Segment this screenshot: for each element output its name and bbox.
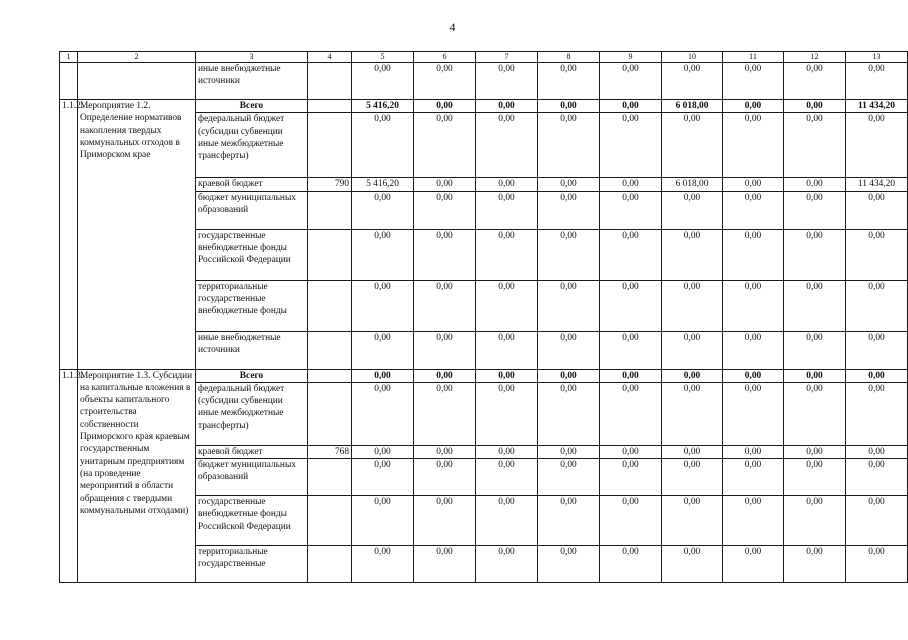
amount-cell: 0,00 bbox=[723, 280, 784, 331]
amount-cell: 0,00 bbox=[538, 229, 600, 280]
amount-cell: 0,00 bbox=[846, 496, 908, 546]
amount-cell: 0,00 bbox=[538, 459, 600, 496]
amount-cell: 0,00 bbox=[723, 445, 784, 458]
amount-cell: 0,00 bbox=[662, 369, 723, 382]
column-number: 12 bbox=[784, 52, 846, 63]
budget-code-cell bbox=[308, 459, 352, 496]
amount-cell: 0,00 bbox=[662, 331, 723, 369]
budget-table bbox=[59, 51, 908, 583]
amount-cell: 0,00 bbox=[662, 191, 723, 229]
amount-cell: 0,00 bbox=[414, 445, 476, 458]
amount-cell: 0,00 bbox=[476, 191, 538, 229]
amount-cell: 0,00 bbox=[476, 546, 538, 583]
amount-cell: 0,00 bbox=[784, 546, 846, 583]
amount-cell: 0,00 bbox=[538, 382, 600, 445]
amount-cell: 0,00 bbox=[538, 546, 600, 583]
column-number: 4 bbox=[308, 52, 352, 63]
amount-cell: 0,00 bbox=[662, 113, 723, 178]
amount-cell: 0,00 bbox=[600, 113, 662, 178]
column-number: 13 bbox=[846, 52, 908, 63]
amount-cell: 0,00 bbox=[846, 445, 908, 458]
page-number: 4 bbox=[449, 20, 456, 34]
column-number: 1 bbox=[60, 52, 78, 63]
amount-cell: 0,00 bbox=[414, 369, 476, 382]
amount-cell: 0,00 bbox=[723, 546, 784, 583]
amount-cell: 0,00 bbox=[414, 178, 476, 191]
amount-cell: 0,00 bbox=[846, 280, 908, 331]
amount-cell: 0,00 bbox=[723, 369, 784, 382]
column-number: 7 bbox=[476, 52, 538, 63]
amount-cell: 11 434,20 bbox=[846, 178, 908, 191]
amount-cell: 6 018,00 bbox=[662, 100, 723, 113]
amount-cell: 0,00 bbox=[723, 100, 784, 113]
funding-source-cell: территориальные государственные bbox=[196, 546, 308, 583]
table-row-total bbox=[60, 369, 908, 382]
amount-cell: 0,00 bbox=[538, 100, 600, 113]
amount-cell: 0,00 bbox=[476, 229, 538, 280]
amount-cell: 0,00 bbox=[600, 496, 662, 546]
amount-cell: 0,00 bbox=[723, 496, 784, 546]
budget-code-cell bbox=[308, 63, 352, 100]
budget-code-cell bbox=[308, 496, 352, 546]
amount-cell: 0,00 bbox=[662, 280, 723, 331]
amount-cell: 0,00 bbox=[723, 113, 784, 178]
event-name-cell: Мероприятие 1.3. Субсидии на капитальные вложения в объекты капитального строительства собственности Приморского края краевым государственным унитарным предприятиям (на проведение мероприятий в области обращения с твердыми коммунальными отходами) bbox=[78, 369, 196, 583]
amount-cell: 0,00 bbox=[352, 280, 414, 331]
funding-source-cell: государственные внебюджетные фонды Российской Федерации bbox=[196, 229, 308, 280]
amount-cell: 0,00 bbox=[723, 229, 784, 280]
amount-cell: 0,00 bbox=[600, 178, 662, 191]
funding-source-cell: бюджет муниципальных образований bbox=[196, 459, 308, 496]
amount-cell: 0,00 bbox=[662, 496, 723, 546]
amount-cell: 0,00 bbox=[846, 546, 908, 583]
amount-cell: 0,00 bbox=[476, 369, 538, 382]
amount-cell: 0,00 bbox=[723, 382, 784, 445]
amount-cell: 0,00 bbox=[846, 382, 908, 445]
amount-cell: 0,00 bbox=[600, 546, 662, 583]
budget-code-cell bbox=[308, 369, 352, 382]
amount-cell: 0,00 bbox=[352, 229, 414, 280]
amount-cell: 0,00 bbox=[784, 496, 846, 546]
amount-cell: 0,00 bbox=[846, 369, 908, 382]
amount-cell: 11 434,20 bbox=[846, 100, 908, 113]
funding-source-cell: краевой бюджет bbox=[196, 178, 308, 191]
funding-source-cell: федеральный бюджет (субсидии субвенции иные межбюджетные трансферты) bbox=[196, 382, 308, 445]
funding-source-cell: иные внебюджетные источники bbox=[196, 63, 308, 100]
amount-cell: 0,00 bbox=[600, 331, 662, 369]
amount-cell: 0,00 bbox=[784, 459, 846, 496]
amount-cell: 0,00 bbox=[846, 459, 908, 496]
amount-cell: 0,00 bbox=[414, 280, 476, 331]
amount-cell: 0,00 bbox=[414, 113, 476, 178]
amount-cell: 0,00 bbox=[600, 229, 662, 280]
amount-cell: 0,00 bbox=[662, 546, 723, 583]
amount-cell: 0,00 bbox=[538, 331, 600, 369]
amount-cell: 0,00 bbox=[352, 546, 414, 583]
funding-source-cell: иные внебюджетные источники bbox=[196, 331, 308, 369]
amount-cell: 0,00 bbox=[352, 369, 414, 382]
amount-cell: 0,00 bbox=[846, 113, 908, 178]
amount-cell: 0,00 bbox=[414, 191, 476, 229]
amount-cell: 0,00 bbox=[352, 445, 414, 458]
amount-cell: 0,00 bbox=[476, 100, 538, 113]
budget-code-cell bbox=[308, 100, 352, 113]
amount-cell: 0,00 bbox=[784, 178, 846, 191]
budget-code-cell bbox=[308, 546, 352, 583]
amount-cell: 0,00 bbox=[352, 331, 414, 369]
amount-cell: 0,00 bbox=[723, 178, 784, 191]
amount-cell: 0,00 bbox=[476, 178, 538, 191]
amount-cell: 0,00 bbox=[538, 280, 600, 331]
budget-code-cell bbox=[308, 113, 352, 178]
amount-cell: 0,00 bbox=[352, 191, 414, 229]
amount-cell: 0,00 bbox=[723, 331, 784, 369]
amount-cell: 0,00 bbox=[662, 382, 723, 445]
amount-cell: 0,00 bbox=[538, 496, 600, 546]
amount-cell: 0,00 bbox=[846, 331, 908, 369]
amount-cell: 0,00 bbox=[846, 63, 908, 100]
amount-cell: 0,00 bbox=[784, 280, 846, 331]
amount-cell: 0,00 bbox=[414, 546, 476, 583]
row-number-cell: 1.1.3. bbox=[60, 369, 78, 583]
amount-cell: 0,00 bbox=[414, 100, 476, 113]
amount-cell: 0,00 bbox=[476, 459, 538, 496]
amount-cell: 0,00 bbox=[476, 445, 538, 458]
amount-cell: 0,00 bbox=[476, 496, 538, 546]
amount-cell: 5 416,20 bbox=[352, 100, 414, 113]
amount-cell: 0,00 bbox=[784, 113, 846, 178]
column-number: 5 bbox=[352, 52, 414, 63]
column-number: 9 bbox=[600, 52, 662, 63]
amount-cell: 0,00 bbox=[538, 63, 600, 100]
column-number: 11 bbox=[723, 52, 784, 63]
budget-code-cell: 768 bbox=[308, 445, 352, 458]
funding-source-cell: краевой бюджет bbox=[196, 445, 308, 458]
amount-cell: 0,00 bbox=[538, 191, 600, 229]
amount-cell: 0,00 bbox=[476, 331, 538, 369]
amount-cell: 0,00 bbox=[352, 63, 414, 100]
amount-cell: 0,00 bbox=[784, 382, 846, 445]
funding-source-cell: Всего bbox=[196, 369, 308, 382]
column-number: 10 bbox=[662, 52, 723, 63]
budget-code-cell bbox=[308, 382, 352, 445]
column-number: 6 bbox=[414, 52, 476, 63]
amount-cell: 0,00 bbox=[662, 459, 723, 496]
amount-cell: 0,00 bbox=[723, 459, 784, 496]
amount-cell: 0,00 bbox=[600, 382, 662, 445]
amount-cell: 0,00 bbox=[414, 382, 476, 445]
budget-code-cell bbox=[308, 229, 352, 280]
amount-cell: 0,00 bbox=[662, 63, 723, 100]
funding-source-cell: государственные внебюджетные фонды Российской Федерации bbox=[196, 496, 308, 546]
amount-cell: 0,00 bbox=[414, 331, 476, 369]
amount-cell: 0,00 bbox=[352, 382, 414, 445]
column-number-row bbox=[60, 52, 908, 63]
amount-cell: 0,00 bbox=[723, 191, 784, 229]
row-number-cell: 1.1.2. bbox=[60, 100, 78, 370]
amount-cell: 0,00 bbox=[414, 229, 476, 280]
amount-cell: 0,00 bbox=[784, 331, 846, 369]
budget-code-cell bbox=[308, 331, 352, 369]
amount-cell: 0,00 bbox=[352, 113, 414, 178]
amount-cell: 0,00 bbox=[662, 229, 723, 280]
amount-cell: 0,00 bbox=[476, 382, 538, 445]
amount-cell: 0,00 bbox=[476, 63, 538, 100]
amount-cell: 0,00 bbox=[600, 369, 662, 382]
column-number: 8 bbox=[538, 52, 600, 63]
amount-cell: 0,00 bbox=[846, 191, 908, 229]
amount-cell: 0,00 bbox=[414, 459, 476, 496]
table-row-total bbox=[60, 100, 908, 113]
amount-cell: 0,00 bbox=[414, 496, 476, 546]
amount-cell: 0,00 bbox=[538, 369, 600, 382]
amount-cell: 0,00 bbox=[600, 100, 662, 113]
amount-cell: 0,00 bbox=[538, 445, 600, 458]
amount-cell: 0,00 bbox=[784, 100, 846, 113]
funding-source-cell: федеральный бюджет (субсидии субвенции иные межбюджетные трансферты) bbox=[196, 113, 308, 178]
amount-cell: 0,00 bbox=[600, 191, 662, 229]
amount-cell: 0,00 bbox=[414, 63, 476, 100]
amount-cell: 0,00 bbox=[352, 459, 414, 496]
amount-cell: 0,00 bbox=[600, 459, 662, 496]
amount-cell: 0,00 bbox=[846, 229, 908, 280]
amount-cell: 0,00 bbox=[600, 445, 662, 458]
amount-cell: 0,00 bbox=[784, 191, 846, 229]
amount-cell: 0,00 bbox=[784, 445, 846, 458]
budget-code-cell bbox=[308, 191, 352, 229]
funding-source-cell: бюджет муниципальных образований bbox=[196, 191, 308, 229]
amount-cell: 6 018,00 bbox=[662, 178, 723, 191]
amount-cell: 5 416,20 bbox=[352, 178, 414, 191]
amount-cell: 0,00 bbox=[600, 280, 662, 331]
amount-cell: 0,00 bbox=[538, 178, 600, 191]
event-name-cell: Мероприятие 1.2. Определение нормативов накопления твердых коммунальных отходов в Приморском крае bbox=[78, 100, 196, 370]
amount-cell: 0,00 bbox=[723, 63, 784, 100]
budget-code-cell: 790 bbox=[308, 178, 352, 191]
budget-code-cell bbox=[308, 280, 352, 331]
funding-source-cell: территориальные государственные внебюджетные фонды bbox=[196, 280, 308, 331]
amount-cell: 0,00 bbox=[784, 229, 846, 280]
amount-cell: 0,00 bbox=[538, 113, 600, 178]
amount-cell: 0,00 bbox=[784, 63, 846, 100]
amount-cell: 0,00 bbox=[662, 445, 723, 458]
table-body bbox=[60, 52, 908, 583]
event-name-cell bbox=[78, 63, 196, 100]
funding-source-cell: Всего bbox=[196, 100, 308, 113]
table-row bbox=[60, 63, 908, 100]
amount-cell: 0,00 bbox=[784, 369, 846, 382]
row-number-cell bbox=[60, 63, 78, 100]
amount-cell: 0,00 bbox=[352, 496, 414, 546]
amount-cell: 0,00 bbox=[476, 113, 538, 178]
amount-cell: 0,00 bbox=[476, 280, 538, 331]
amount-cell: 0,00 bbox=[600, 63, 662, 100]
column-number: 3 bbox=[196, 52, 308, 63]
column-number: 2 bbox=[78, 52, 196, 63]
